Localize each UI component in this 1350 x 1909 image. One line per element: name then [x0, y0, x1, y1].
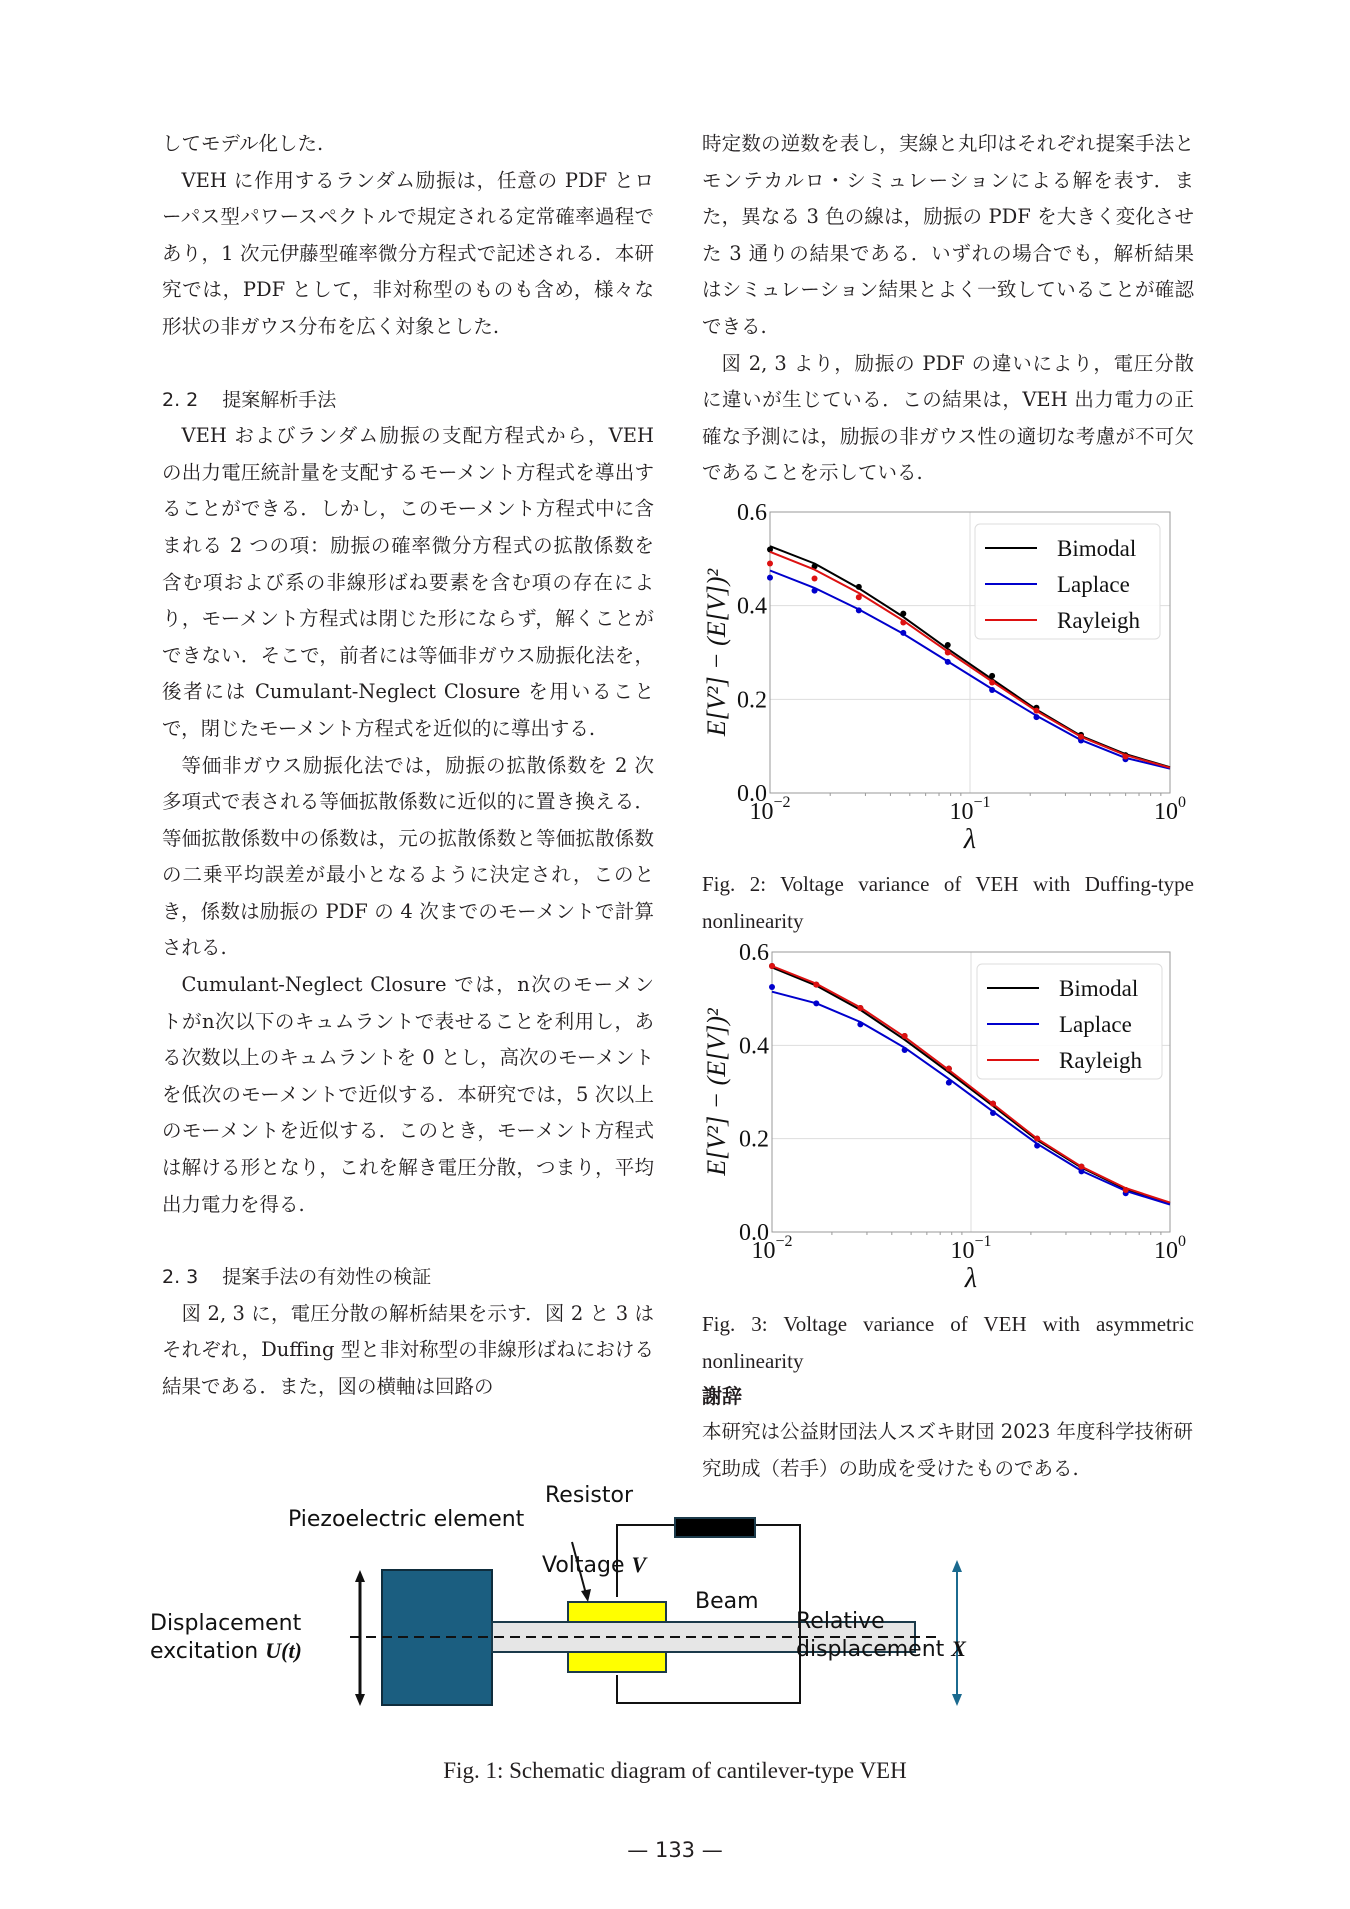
marker-rayleigh: [990, 1101, 996, 1107]
marker-rayleigh: [813, 982, 819, 988]
fig1-caption: Fig. 1: Schematic diagram of cantilever-type VEH: [443, 1758, 907, 1783]
legend-label-bimodal: Bimodal: [1059, 976, 1139, 1001]
ack-text: 本研究は公益財団法人スズキ財団 2023 年度科学技術研究助成（若手）の助成を受けたものである.: [702, 1420, 1194, 1480]
marker-rayleigh: [1033, 708, 1039, 714]
fig2-caption: Fig. 2: Voltage variance of VEH with Duffing-type nonlinearity: [702, 872, 1194, 933]
x-tick-label: $10^{-2}$: [749, 794, 791, 825]
label-piezo: Piezoelectric element: [288, 1507, 525, 1532]
marker-laplace: [902, 1047, 908, 1053]
marker-laplace: [812, 588, 818, 594]
marker-laplace: [989, 687, 995, 693]
marker-laplace: [856, 607, 862, 613]
right-column: [702, 126, 1194, 492]
legend-label-laplace: Laplace: [1057, 572, 1130, 597]
arrow-head-up-icon: [952, 1560, 962, 1572]
marker-rayleigh: [812, 576, 818, 582]
label-voltage: Voltage V: [542, 1552, 647, 1578]
x-tick-exponent: −2: [775, 1233, 793, 1250]
section-number: 2. 3: [162, 1266, 199, 1289]
x-tick-label: $10^{-1}$: [950, 1233, 992, 1264]
x-tick-exponent: −1: [973, 794, 991, 811]
marker-rayleigh: [1078, 734, 1084, 740]
chart-fig3: [695, 940, 1195, 1305]
arrow-head-down-icon: [355, 1694, 365, 1706]
chart-fig2: [695, 500, 1195, 865]
acknowledgement: [702, 1378, 1194, 1487]
paragraph: Cumulant-Neglect Closure では，n次のモーメントがn次以下のキュムラントで表せることを利用し，ある次数以上のキュムラントを 0 とし，高次のモーメントを低次のモーメントで近似する．本研究では，5 次以上のモーメントを近似する．このとき，モーメント方程式は解ける形となり，これを解き電圧分散，つまり，平均出力電力を得る.: [162, 973, 654, 1216]
arrow-head-down-icon: [952, 1694, 962, 1706]
arrow-head-icon: [581, 1589, 591, 1602]
section-heading-2-2: [162, 382, 654, 419]
marker-rayleigh: [902, 1033, 908, 1039]
section-title: 提案手法の有効性の検証: [222, 1266, 432, 1289]
marker-bimodal: [856, 584, 862, 590]
marker-laplace: [813, 1000, 819, 1006]
label-relative-displacement: displacement X: [796, 1636, 966, 1662]
marker-rayleigh: [1122, 753, 1128, 759]
paragraph: VEH およびランダム励振の支配方程式から，VEH の出力電圧統計量を支配するモーメント方程式を導出することができる．しかし，このモーメント方程式中に含まれる 2 つの項：励振の確率微分方程式の拡散係数を含む項および系の非線形ばね要素を含む項の存在により，モーメント方程式は閉じた形にならず，解くことができない．そこで，前者には等価非ガウス励振化法を，後者には Cumulant-Neglect Closure を用いることで，閉じたモーメント方程式を近似的に導出する.: [162, 424, 654, 740]
y-tick-label: 0.2: [739, 1126, 769, 1153]
resistor: [675, 1518, 755, 1537]
x-tick-label: $10^{-1}$: [949, 794, 991, 825]
piezo-element-top: [568, 1602, 666, 1622]
y-tick-label: 0.0: [739, 1220, 769, 1246]
y-tick-label: 0.4: [737, 593, 767, 620]
section-number: 2. 2: [162, 388, 199, 411]
marker-rayleigh: [1034, 1136, 1040, 1142]
paragraph: 図 2, 3 に，電圧分散の解析結果を示す．図 2 と 3 はそれぞれ，Duffing 型と非対称型の非線形ばねにおける結果である．また，図の横軸は回路の: [162, 1301, 654, 1398]
y-tick-label: 0.4: [739, 1033, 769, 1060]
chart-svg: [695, 500, 1195, 865]
fig3-caption: Fig. 3: Voltage variance of VEH with asymmetric nonlinearity: [702, 1312, 1194, 1373]
marker-rayleigh: [1078, 1164, 1084, 1170]
marker-rayleigh: [857, 1005, 863, 1011]
y-tick-label: 0.2: [737, 687, 767, 714]
y-tick-label: 0.6: [739, 940, 769, 966]
marker-rayleigh: [769, 963, 775, 969]
x-tick-label: $10^{-2}$: [751, 1233, 793, 1264]
marker-rayleigh: [767, 561, 773, 567]
x-tick-label: $10^0$: [1154, 1233, 1186, 1264]
label-resistor: Resistor: [545, 1483, 633, 1508]
x-tick-exponent: 0: [1178, 794, 1186, 811]
x-tick-exponent: −1: [974, 1233, 992, 1250]
x-tick-exponent: −2: [773, 794, 791, 811]
marker-bimodal: [900, 611, 906, 617]
legend-label-laplace: Laplace: [1059, 1012, 1132, 1037]
marker-laplace: [990, 1110, 996, 1116]
legend-label-rayleigh: Rayleigh: [1057, 608, 1141, 633]
marker-rayleigh: [946, 1066, 952, 1072]
piezo-element-bottom: [568, 1652, 666, 1672]
marker-laplace: [857, 1021, 863, 1027]
page-number: — 133 —: [627, 1838, 723, 1862]
marker-bimodal: [989, 673, 995, 679]
chart-svg: [695, 940, 1195, 1305]
marker-rayleigh: [856, 594, 862, 600]
marker-rayleigh: [900, 620, 906, 626]
x-tick-label: $10^0$: [1154, 794, 1186, 825]
marker-laplace: [1034, 1143, 1040, 1149]
legend-label-bimodal: Bimodal: [1057, 536, 1137, 561]
arrow-head-up-icon: [355, 1570, 365, 1582]
x-axis-label: λ: [963, 824, 977, 855]
marker-laplace: [945, 659, 951, 665]
x-tick-exponent: 0: [1178, 1233, 1186, 1250]
y-axis-label: E[V²] − (E[V])²: [702, 568, 731, 737]
x-axis-label: λ: [964, 1263, 978, 1294]
y-tick-label: 0.6: [737, 500, 767, 526]
marker-rayleigh: [945, 650, 951, 656]
y-tick-label: 0.0: [737, 781, 767, 807]
marker-laplace: [767, 575, 773, 581]
legend-label-rayleigh: Rayleigh: [1059, 1048, 1143, 1073]
marker-laplace: [769, 984, 775, 990]
label-relative: Relative: [796, 1609, 885, 1634]
section-title: 提案解析手法: [222, 388, 337, 411]
label-excitation: excitation U(t): [150, 1638, 302, 1664]
paragraph: 等価非ガウス励振化法では，励振の拡散係数を 2 次多項式で表される等価拡散係数に近似的に置き換える．等価拡散係数中の係数は，元の拡散係数と等価拡散係数の二乗平均誤差が最小となるように決定され，このとき，係数は励振の PDF の 4 次までのモーメントで計算される.: [162, 753, 654, 960]
marker-rayleigh: [989, 679, 995, 685]
paragraph: 時定数の逆数を表し，実線と丸印はそれぞれ提案手法とモンテカルロ・シミュレーションによる解を表す．また，異なる 3 色の線は，励振の PDF を大きく変化させた 3 通りの結果である．いずれの場合でも，解析結果はシミュレーション結果とよく一致していることが確認できる.: [702, 132, 1194, 338]
y-axis-label: E[V²] − (E[V])²: [702, 1008, 731, 1176]
label-beam: Beam: [695, 1589, 759, 1614]
paragraph: 図 2, 3 より，励振の PDF の違いにより，電圧分散に違いが生じている．この結果は，VEH 出力電力の正確な予測には，励振の非ガウス性の適切な考慮が不可欠であることを示している.: [702, 351, 1194, 485]
paragraph: VEH に作用するランダム励振は，任意の PDF とローパス型パワースペクトルで規定される定常確率過程であり，1 次元伊藤型確率微分方程式で記述される．本研究では，PDF として，非対称型のものも含め，様々な形状の非ガウス分布を広く対象とした.: [162, 168, 654, 338]
marker-bimodal: [945, 642, 951, 648]
marker-rayleigh: [1123, 1187, 1129, 1193]
label-displacement: Displacement: [150, 1611, 302, 1636]
fig1-schematic: [150, 1483, 1180, 1740]
left-column: [162, 126, 654, 1406]
section-heading-2-3: [162, 1259, 654, 1296]
marker-laplace: [900, 630, 906, 636]
marker-laplace: [946, 1080, 952, 1086]
marker-laplace: [1033, 714, 1039, 720]
ack-title: 謝辞: [702, 1384, 742, 1408]
paragraph: してモデル化した.: [162, 132, 324, 155]
